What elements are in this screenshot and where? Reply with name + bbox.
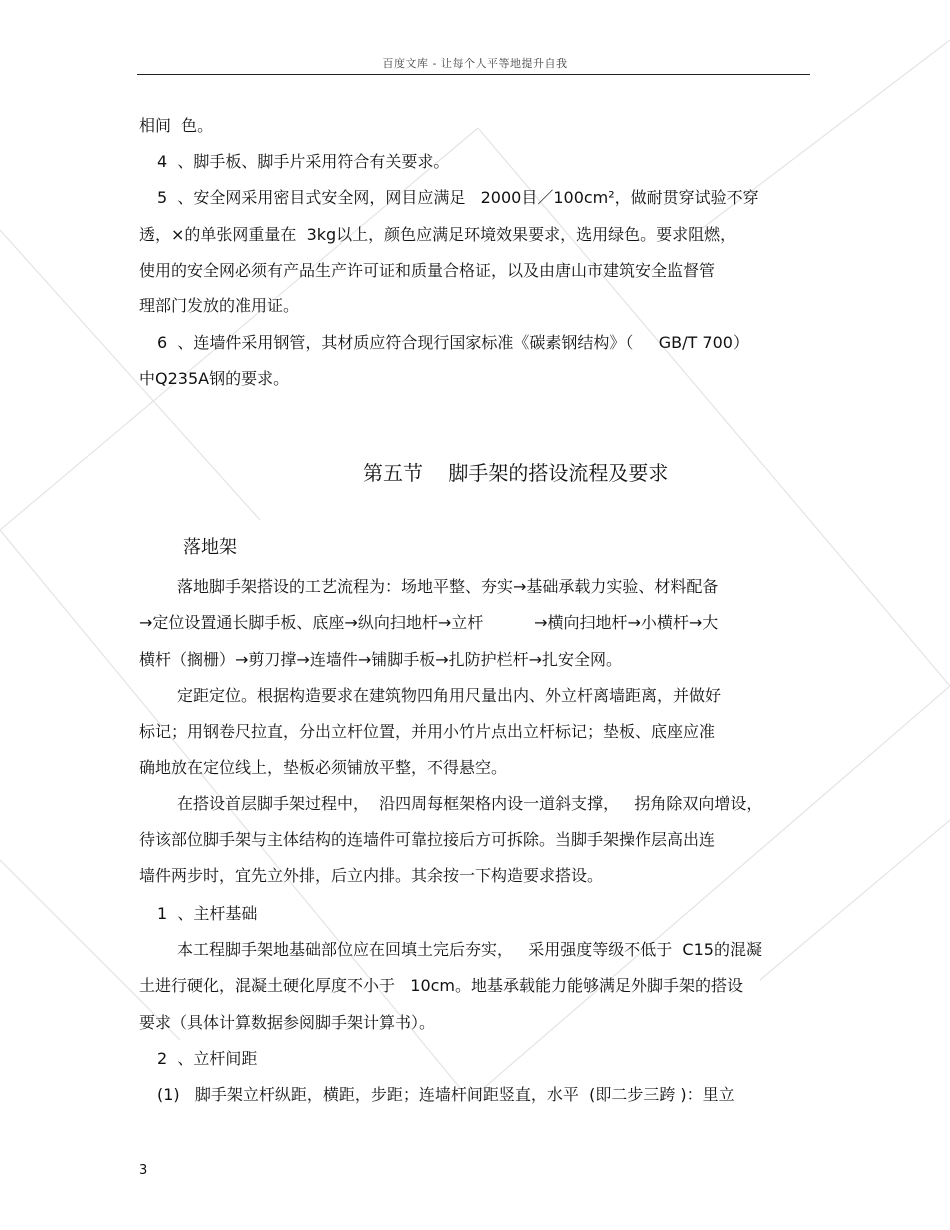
text-line: 2 、立杆间距 — [157, 1049, 258, 1068]
text-line: 落地脚手架搭设的工艺流程为：场地平整、夯实→基础承载力实验、材料配备 — [177, 577, 719, 596]
text-line: 确地放在定位线上，垫板必须铺放平整，不得悬空。 — [139, 758, 508, 777]
page-header: 百度文库 - 让每个人平等地提升自我 — [382, 57, 568, 70]
text-line: 透，×的单张网重量在 3kg以上，颜色应满足环境效果要求，选用绿色。要求阻燃， — [139, 225, 737, 244]
subheading: 落地架 — [183, 537, 237, 558]
text-line: 标记；用钢卷尺拉直，分出立杆位置，并用小竹片点出立杆标记；垫板、底座应准 — [139, 722, 716, 741]
text-line: 5 、安全网采用密目式安全网，网目应满足 2000目／100cm²，做耐贯穿试验不穿 — [157, 188, 759, 207]
text-line: 待该部位脚手架与主体结构的连墙件可靠拉接后方可拆除。当脚手架操作层高出连 — [139, 830, 716, 849]
text-line: 理部门发放的准用证。 — [139, 296, 300, 315]
text-line: 本工程脚手架地基础部位应在回填土完后夯实， 采用强度等级不低于 C15的混凝 — [177, 940, 762, 959]
text-line: 定距定位。根据构造要求在建筑物四角用尺量出内、外立杆离墙距离，并做好 — [177, 686, 722, 705]
text-line: 在搭设首层脚手架过程中， 沿四周每框架格内设一道斜支撑， 拐角除双向增设， — [177, 794, 763, 813]
text-line: 1 、主杆基础 — [157, 904, 258, 923]
text-line: 4 、脚手板、脚手片采用符合有关要求。 — [157, 152, 450, 171]
text-line: 相间 色。 — [139, 116, 214, 135]
text-line: 要求（具体计算数据参阅脚手架计算书）。 — [139, 1013, 436, 1032]
text-line: 土进行硬化，混凝土硬化厚度不小于 10cm。地基承载能力能够满足外脚手架的搭设 — [139, 976, 744, 995]
section-title: 第五节 脚手架的搭设流程及要求 — [363, 461, 669, 485]
text-line: 使用的安全网必须有产品生产许可证和质量合格证，以及由唐山市建筑安全监督管 — [139, 261, 716, 280]
text-line: 横杆（搁栅）→剪刀撑→连墙件→铺脚手板→扎防护栏杆→扎安全网。 — [139, 650, 623, 669]
text-line: 6 、连墙件采用钢管，其材质应符合现行国家标准《碳素钢结构》（ GB/T 700） — [157, 333, 749, 352]
text-line: →定位设置通长脚手板、底座→纵向扫地杆→立杆 →横向扫地杆→小横杆→大 — [139, 613, 719, 632]
page-number: 3 — [139, 1163, 148, 1178]
text-line: 墙件两步时，宜先立外排，后立内排。其余按一下构造要求搭设。 — [139, 866, 604, 885]
text-line: (1) 脚手架立杆纵距，横距，步距；连墙杆间距竖直，水平 (即二步三跨 )：里立 — [157, 1085, 735, 1104]
text-line: 中Q235A钢的要求。 — [139, 369, 290, 388]
header-rule — [137, 74, 810, 75]
